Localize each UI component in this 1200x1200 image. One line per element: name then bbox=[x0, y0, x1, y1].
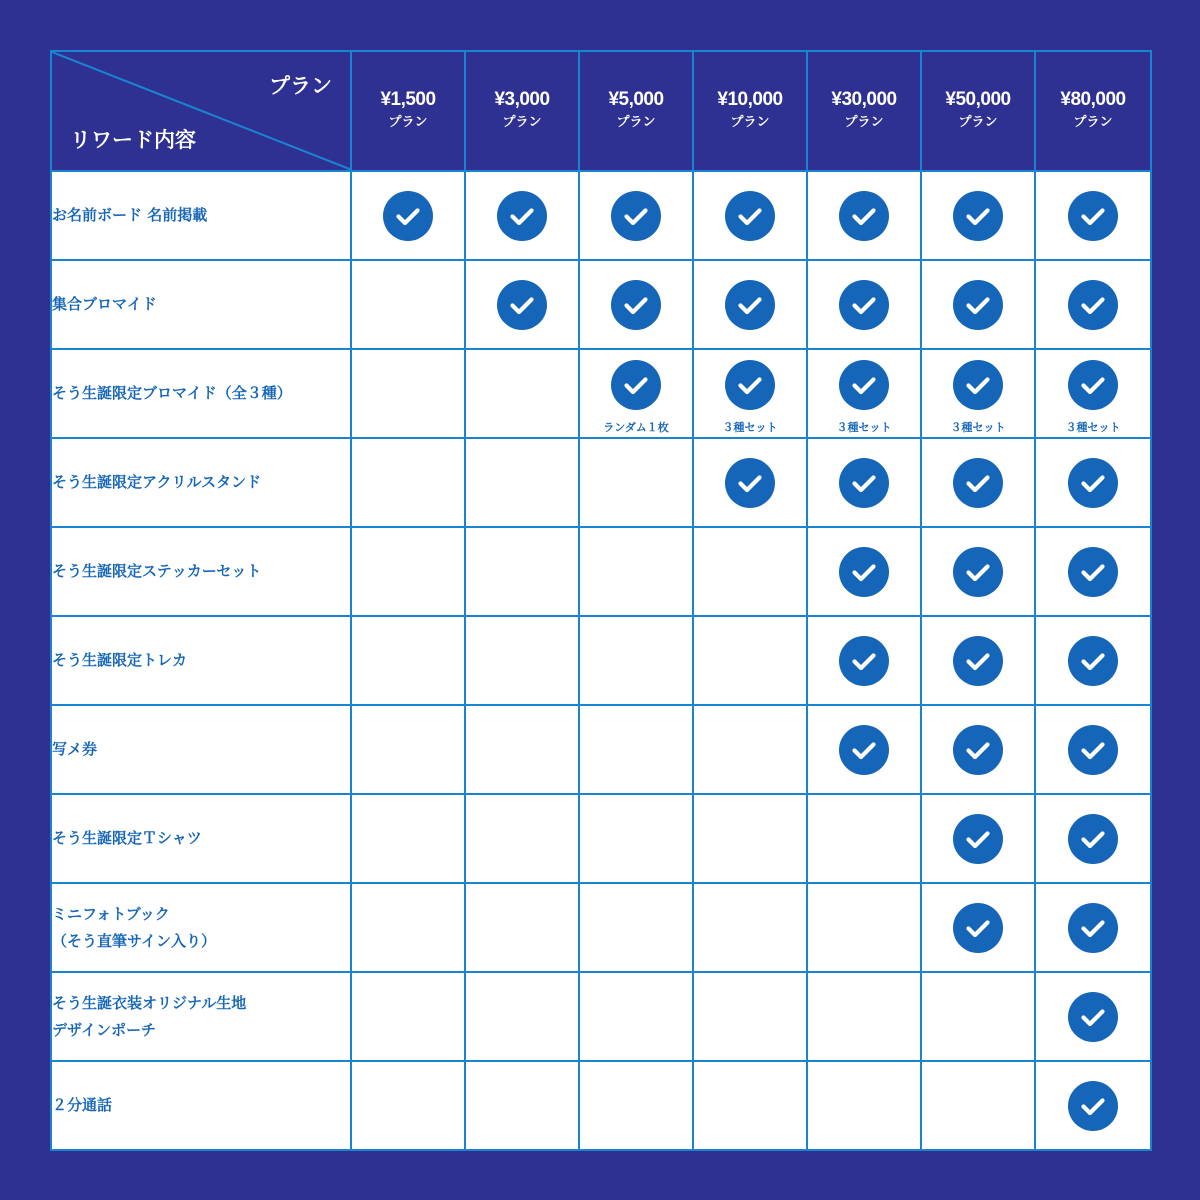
reward-row bbox=[51, 349, 1151, 438]
plan-cell bbox=[579, 260, 693, 349]
plan-cell bbox=[693, 260, 807, 349]
check-circle-icon bbox=[839, 458, 889, 508]
plan-cell bbox=[579, 972, 693, 1061]
plan-cell bbox=[921, 1061, 1035, 1150]
reward-header-label: リワード内容 bbox=[70, 128, 196, 152]
check-circle-icon bbox=[953, 458, 1003, 508]
plan-cell bbox=[351, 1061, 465, 1150]
plan-cell bbox=[1035, 616, 1151, 705]
plan-cell bbox=[579, 349, 693, 438]
plan-cell bbox=[351, 972, 465, 1061]
reward-label-line: お名前ボード 名前掲載 bbox=[52, 206, 208, 224]
plan-cell bbox=[351, 260, 465, 349]
reward-label bbox=[51, 705, 351, 794]
plan-cell bbox=[1035, 972, 1151, 1061]
plan-cell bbox=[351, 171, 465, 260]
check-circle-icon bbox=[1068, 547, 1118, 597]
plan-cell bbox=[1035, 349, 1151, 438]
reward-label bbox=[51, 1061, 351, 1150]
reward-label bbox=[51, 616, 351, 705]
plan-unit: プラン bbox=[958, 115, 998, 130]
reward-table bbox=[50, 50, 1152, 1151]
plan-cell bbox=[693, 349, 807, 438]
plan-header-1 bbox=[465, 51, 579, 171]
plan-price: ¥5,000 bbox=[608, 89, 664, 110]
plan-cell bbox=[465, 972, 579, 1061]
reward-row bbox=[51, 1061, 1151, 1150]
reward-label-line: そう生誕限定Ｔシャツ bbox=[52, 829, 202, 847]
plan-cell bbox=[693, 171, 807, 260]
plan-cell bbox=[693, 794, 807, 883]
plan-unit: プラン bbox=[844, 115, 884, 130]
reward-row bbox=[51, 972, 1151, 1061]
check-circle-icon bbox=[839, 725, 889, 775]
plan-cell bbox=[807, 1061, 921, 1150]
header-row bbox=[51, 51, 1151, 171]
plan-cell bbox=[465, 527, 579, 616]
plan-cell bbox=[807, 972, 921, 1061]
plan-cell bbox=[693, 616, 807, 705]
plan-unit: プラン bbox=[616, 115, 656, 130]
plan-cell bbox=[579, 794, 693, 883]
plan-cell bbox=[351, 349, 465, 438]
plan-cell-note: ランダム１枚 bbox=[603, 421, 669, 434]
plan-cell bbox=[465, 705, 579, 794]
reward-rows bbox=[51, 171, 1151, 1150]
plan-cell bbox=[693, 438, 807, 527]
reward-row bbox=[51, 705, 1151, 794]
plan-price: ¥30,000 bbox=[831, 89, 897, 110]
plan-cell bbox=[465, 883, 579, 972]
check-circle-icon bbox=[1068, 191, 1118, 241]
plan-cell bbox=[693, 527, 807, 616]
check-circle-icon bbox=[953, 191, 1003, 241]
reward-label-line: （そう直筆サイン入り） bbox=[52, 931, 216, 950]
reward-row bbox=[51, 883, 1151, 972]
check-circle-icon bbox=[1068, 360, 1118, 410]
header-corner-cell bbox=[51, 51, 351, 171]
plan-cell bbox=[351, 794, 465, 883]
check-circle-icon bbox=[611, 191, 661, 241]
reward-label-line: ２分通話 bbox=[52, 1096, 113, 1114]
plan-cell-note: ３種セット bbox=[722, 421, 778, 434]
check-circle-icon bbox=[953, 725, 1003, 775]
check-circle-icon bbox=[725, 191, 775, 241]
plan-cell bbox=[465, 1061, 579, 1150]
check-circle-icon bbox=[497, 191, 547, 241]
reward-label bbox=[51, 794, 351, 883]
plan-cell bbox=[579, 883, 693, 972]
plan-cell bbox=[921, 260, 1035, 349]
check-circle-icon bbox=[1068, 725, 1118, 775]
plan-cell bbox=[465, 794, 579, 883]
plan-cell bbox=[921, 171, 1035, 260]
reward-label bbox=[51, 972, 351, 1061]
check-circle-icon bbox=[1068, 992, 1118, 1042]
plan-cell bbox=[1035, 527, 1151, 616]
plan-cell bbox=[465, 438, 579, 527]
plan-cell bbox=[807, 616, 921, 705]
plan-cell bbox=[693, 705, 807, 794]
reward-label bbox=[51, 527, 351, 616]
check-circle-icon bbox=[839, 547, 889, 597]
reward-label-line: 集合ブロマイド bbox=[52, 295, 157, 313]
plan-price: ¥3,000 bbox=[494, 89, 550, 110]
reward-row bbox=[51, 527, 1151, 616]
plan-cell bbox=[579, 438, 693, 527]
plan-cell bbox=[351, 705, 465, 794]
plan-cell bbox=[351, 883, 465, 972]
plan-cell bbox=[921, 883, 1035, 972]
plan-price: ¥50,000 bbox=[945, 89, 1011, 110]
check-circle-icon bbox=[953, 636, 1003, 686]
reward-row bbox=[51, 260, 1151, 349]
plan-cell bbox=[351, 616, 465, 705]
plan-cell bbox=[807, 260, 921, 349]
plan-cell bbox=[351, 527, 465, 616]
check-circle-icon bbox=[1068, 1081, 1118, 1131]
reward-comparison-board bbox=[50, 50, 1150, 1150]
plan-cell bbox=[693, 883, 807, 972]
reward-row bbox=[51, 794, 1151, 883]
plan-cell bbox=[807, 883, 921, 972]
plan-unit: プラン bbox=[502, 115, 542, 130]
check-circle-icon bbox=[1068, 636, 1118, 686]
reward-row bbox=[51, 616, 1151, 705]
plan-cell bbox=[579, 616, 693, 705]
plan-cell bbox=[465, 171, 579, 260]
plan-unit: プラン bbox=[388, 115, 428, 130]
reward-label bbox=[51, 883, 351, 972]
plan-cell bbox=[807, 527, 921, 616]
plan-cell bbox=[1035, 260, 1151, 349]
plan-cell bbox=[579, 171, 693, 260]
plan-cell bbox=[693, 972, 807, 1061]
plan-header-5 bbox=[921, 51, 1035, 171]
plan-header-label: プラン bbox=[269, 74, 332, 98]
plan-cell bbox=[1035, 1061, 1151, 1150]
plan-cell bbox=[465, 616, 579, 705]
plan-cell bbox=[579, 1061, 693, 1150]
check-circle-icon bbox=[383, 191, 433, 241]
plan-cell bbox=[693, 1061, 807, 1150]
check-circle-icon bbox=[953, 903, 1003, 953]
reward-label-line: そう生誕限定ステッカーセット bbox=[52, 562, 262, 580]
reward-label bbox=[51, 438, 351, 527]
plan-cell bbox=[807, 438, 921, 527]
reward-row bbox=[51, 171, 1151, 260]
plan-cell bbox=[465, 260, 579, 349]
check-circle-icon bbox=[725, 280, 775, 330]
plan-unit: プラン bbox=[1073, 115, 1113, 130]
plan-cell bbox=[1035, 438, 1151, 527]
plan-cell bbox=[921, 705, 1035, 794]
plan-cell bbox=[921, 794, 1035, 883]
plan-cell bbox=[807, 705, 921, 794]
reward-label bbox=[51, 260, 351, 349]
check-circle-icon bbox=[953, 814, 1003, 864]
plan-cell bbox=[807, 171, 921, 260]
plan-cell bbox=[921, 349, 1035, 438]
plan-header-4 bbox=[807, 51, 921, 171]
plan-cell bbox=[921, 438, 1035, 527]
check-circle-icon bbox=[953, 547, 1003, 597]
plan-header-2 bbox=[579, 51, 693, 171]
check-circle-icon bbox=[839, 360, 889, 410]
plan-cell bbox=[921, 527, 1035, 616]
reward-label-line: 写メ券 bbox=[52, 740, 98, 758]
plan-price: ¥80,000 bbox=[1060, 89, 1126, 110]
reward-row bbox=[51, 438, 1151, 527]
plan-cell bbox=[1035, 794, 1151, 883]
reward-label-line: そう生誕限定トレカ bbox=[52, 651, 188, 669]
check-circle-icon bbox=[611, 360, 661, 410]
check-circle-icon bbox=[725, 360, 775, 410]
reward-label-line: そう生誕限定アクリルスタンド bbox=[52, 473, 262, 491]
plan-price: ¥10,000 bbox=[717, 89, 783, 110]
reward-label-line: ミニフォトブック bbox=[52, 904, 170, 923]
plan-cell bbox=[1035, 171, 1151, 260]
plan-cell bbox=[921, 616, 1035, 705]
check-circle-icon bbox=[725, 458, 775, 508]
plan-cell bbox=[579, 705, 693, 794]
check-circle-icon bbox=[497, 280, 547, 330]
reward-label bbox=[51, 349, 351, 438]
plan-cell bbox=[921, 972, 1035, 1061]
reward-label-line: そう生誕衣装オリジナル生地 bbox=[52, 993, 247, 1012]
check-circle-icon bbox=[1068, 280, 1118, 330]
check-circle-icon bbox=[953, 360, 1003, 410]
check-circle-icon bbox=[953, 280, 1003, 330]
plan-cell bbox=[465, 349, 579, 438]
reward-label bbox=[51, 171, 351, 260]
plan-cell bbox=[807, 349, 921, 438]
plan-price: ¥1,500 bbox=[380, 89, 436, 110]
plan-cell-note: ３種セット bbox=[836, 421, 892, 434]
plan-unit: プラン bbox=[730, 115, 770, 130]
check-circle-icon bbox=[1068, 814, 1118, 864]
check-circle-icon bbox=[839, 280, 889, 330]
plan-cell-note: ３種セット bbox=[1065, 421, 1121, 434]
plan-header-0 bbox=[351, 51, 465, 171]
check-circle-icon bbox=[839, 636, 889, 686]
check-circle-icon bbox=[1068, 903, 1118, 953]
plan-cell bbox=[1035, 705, 1151, 794]
plan-header-6 bbox=[1035, 51, 1151, 171]
reward-label-line: デザインポーチ bbox=[52, 1020, 156, 1039]
check-circle-icon bbox=[1068, 458, 1118, 508]
check-circle-icon bbox=[839, 191, 889, 241]
reward-label-line: そう生誕限定ブロマイド（全３種） bbox=[52, 384, 292, 402]
plan-cell bbox=[579, 527, 693, 616]
plan-header-3 bbox=[693, 51, 807, 171]
plan-cell bbox=[1035, 883, 1151, 972]
plan-cell-note: ３種セット bbox=[950, 421, 1006, 434]
plan-cell bbox=[807, 794, 921, 883]
plan-cell bbox=[351, 438, 465, 527]
check-circle-icon bbox=[611, 280, 661, 330]
